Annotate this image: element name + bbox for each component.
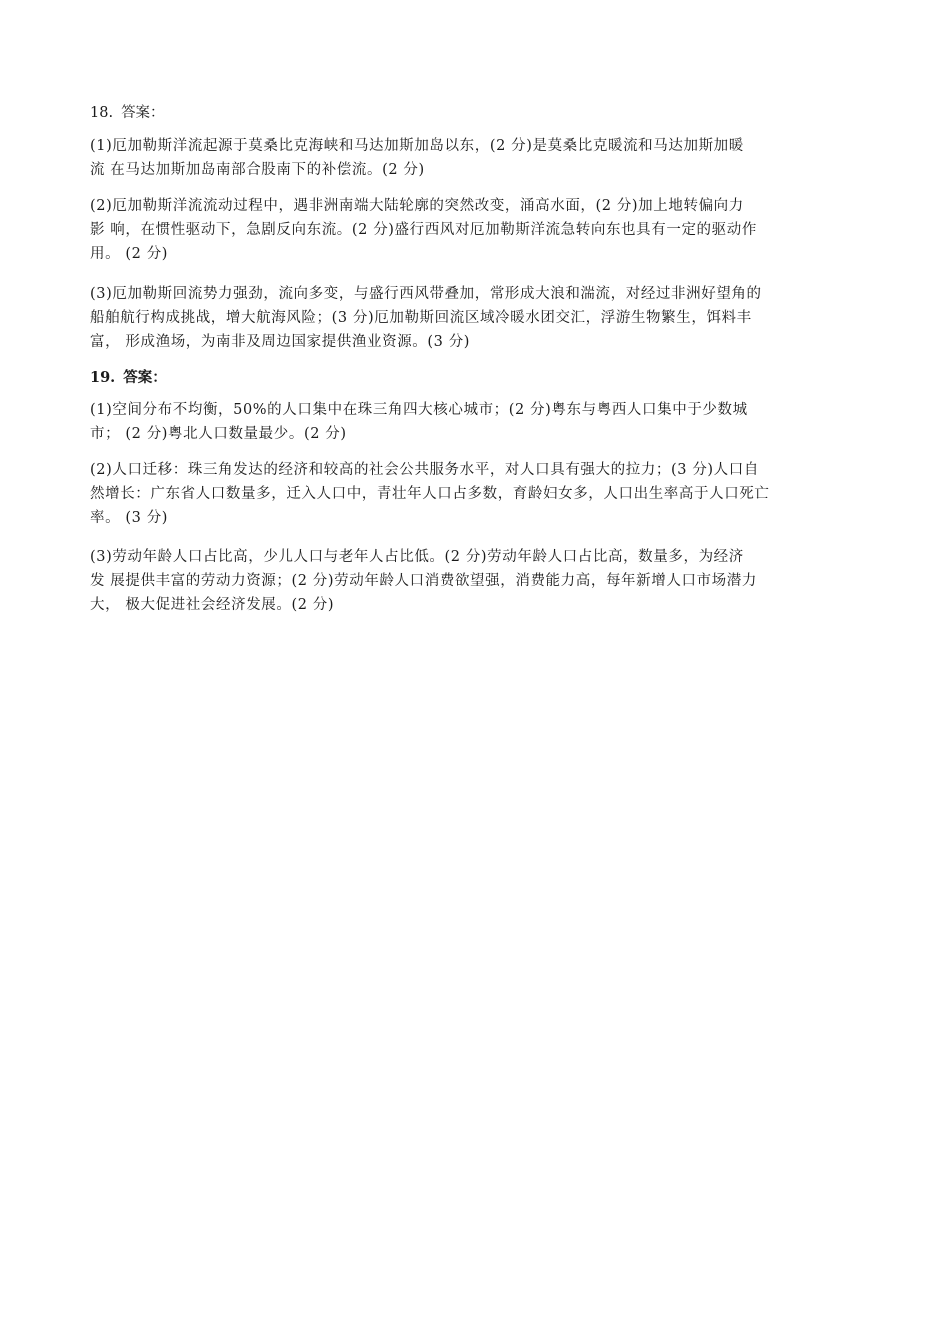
answer-line: 市； (2 分)粤北人口数量最少。(2 分) [90, 426, 347, 442]
answer-line: (3)劳动年龄人口占比高，少儿人口与老年人占比低。(2 分)劳动年龄人口占比高，数量多，为经济 [90, 549, 744, 565]
question-19-heading [90, 368, 167, 388]
question-19-answer-2 [90, 458, 865, 530]
answer-line: 率。 (3 分) [90, 510, 169, 526]
answer-line: 流 在马达加斯加岛南部合股南下的补偿流。(2 分) [90, 162, 425, 178]
answer-line: (1)厄加勒斯洋流起源于莫桑比克海峡和马达加斯加岛以东，(2 分)是莫桑比克暖流和马达加斯加暖 [90, 138, 744, 154]
answer-line: 然增长：广东省人口数量多，迁入人口中，青壮年人口占多数，育龄妇女多，人口出生率高于人口死亡 [90, 486, 770, 502]
answer-line: (3)厄加勒斯回流势力强劲，流向多变，与盛行西风带叠加，常形成大浪和湍流，对经过非洲好望角的 [90, 286, 762, 302]
answer-line: 用。 (2 分) [90, 246, 169, 262]
question-18-heading [90, 103, 165, 123]
question-19-answer-1 [90, 398, 865, 446]
question-18-answer-2 [90, 194, 865, 266]
answer-line: (2)人口迁移：珠三角发达的经济和较高的社会公共服务水平，对人口具有强大的拉力；(3 分)人口自 [90, 462, 759, 478]
question-19-label: 答案： [123, 369, 167, 386]
answer-line: 大， 极大促进社会经济发展。(2 分) [90, 597, 335, 613]
question-19-answer-3 [90, 545, 865, 617]
answer-line: 富， 形成渔场，为南非及周边国家提供渔业资源。(3 分) [90, 334, 471, 350]
question-18-label: 答案： [121, 105, 165, 121]
answer-line: 船舶航行构成挑战，增大航海风险；(3 分)厄加勒斯回流区域冷暖水团交汇，浮游生物繁生，饵料丰 [90, 310, 752, 326]
question-18-number: 18. [90, 105, 114, 121]
answer-line: (1)空间分布不均衡，50%的人口集中在珠三角四大核心城市；(2 分)粤东与粤西人口集中于少数城 [90, 402, 748, 418]
answer-line: (2)厄加勒斯洋流流动过程中，遇非洲南端大陆轮廓的突然改变，涌高水面，(2 分)加上地转偏向力 [90, 198, 744, 214]
answer-line: 发 展提供丰富的劳动力资源；(2 分)劳动年龄人口消费欲望强，消费能力高，每年新增人口市场潜力 [90, 573, 757, 589]
question-18-answer-1 [90, 134, 865, 182]
question-19-number: 19. [90, 369, 116, 386]
question-18-answer-3 [90, 282, 865, 354]
answer-line: 影 响，在惯性驱动下，急剧反向东流。(2 分)盛行西风对厄加勒斯洋流急转向东也具有一定的驱动作 [90, 222, 757, 238]
